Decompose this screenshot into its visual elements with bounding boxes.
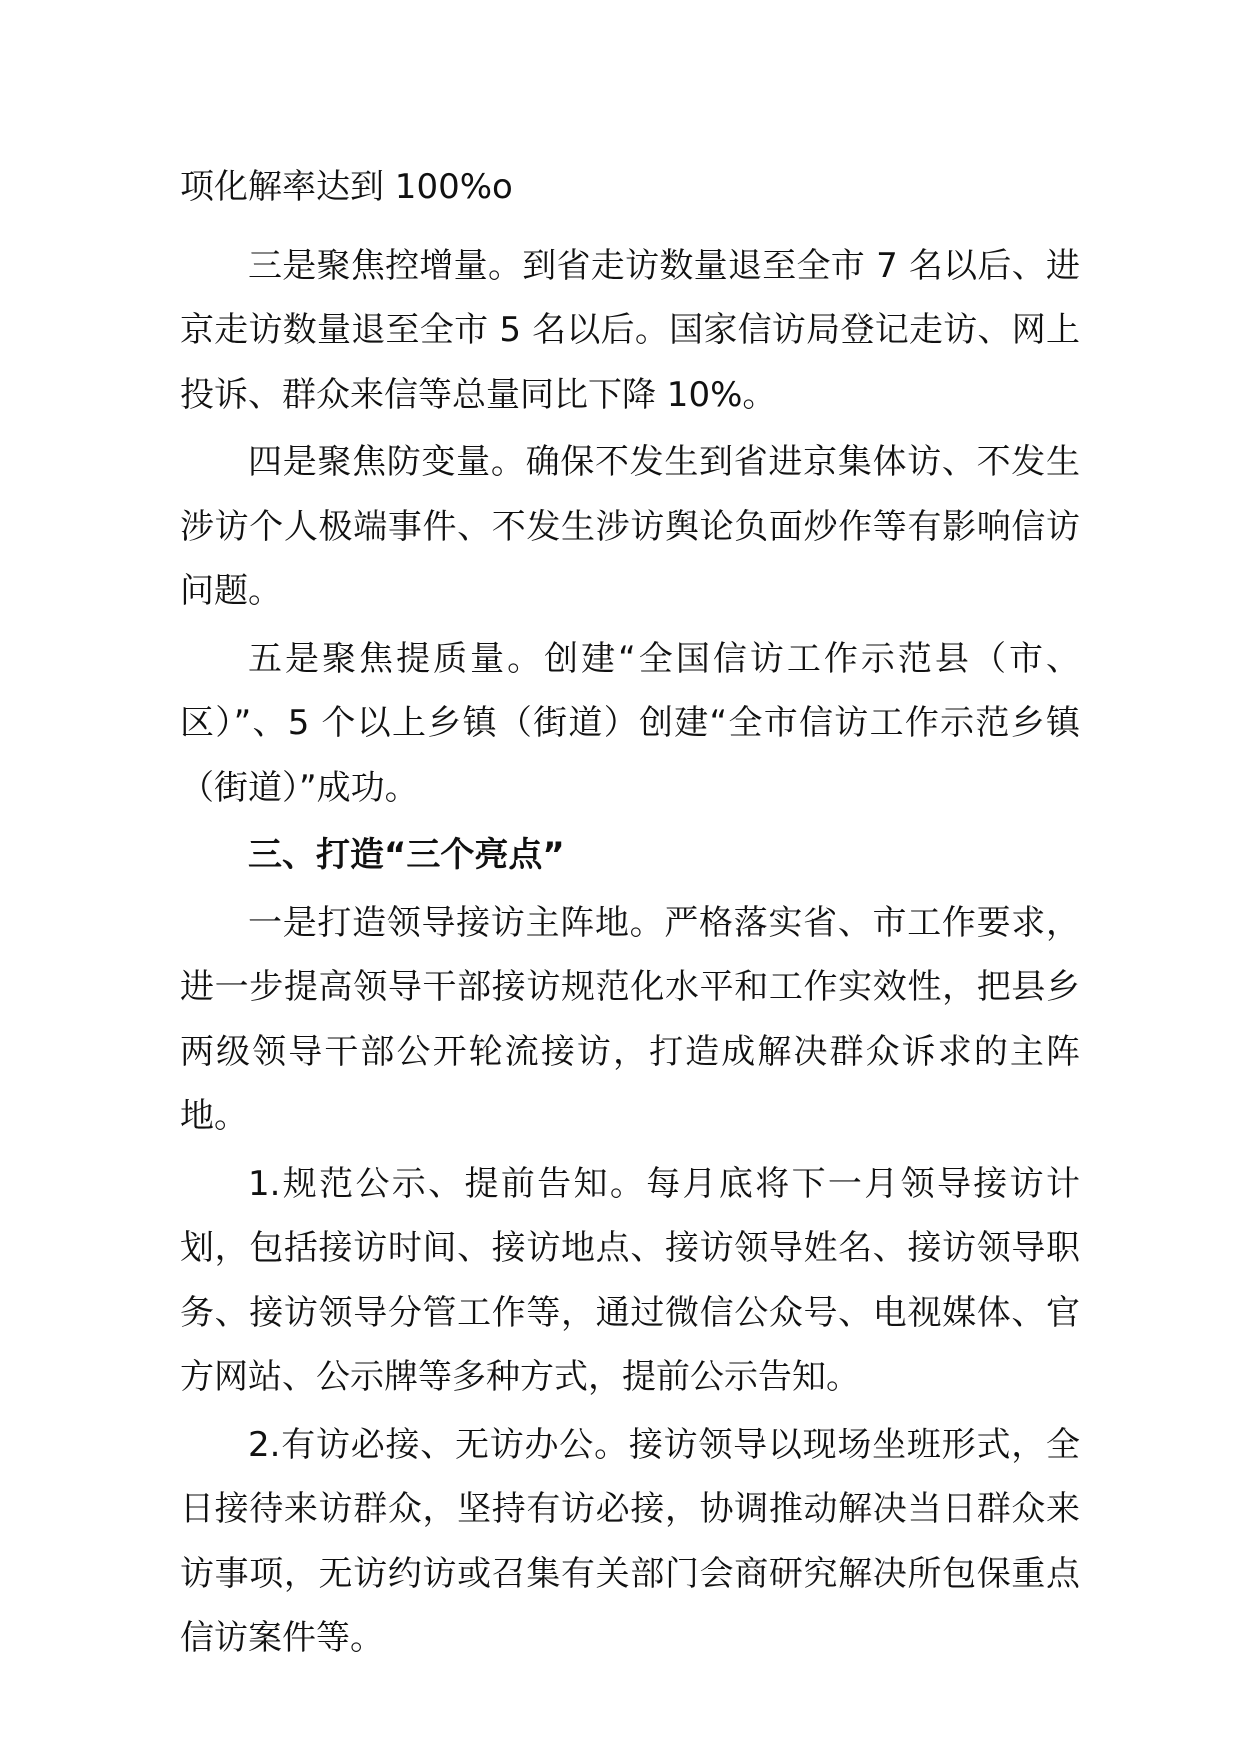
section-heading: 三、打造“三个亮点” (248, 835, 565, 875)
document-page (180, 155, 1080, 1671)
paragraph-improve-quality: 五是聚焦提质量。创建“全国信访工作示范县（市、区）”、5 个以上乡镇（街道）创建“全市信访工作示范乡镇（街道）”成功。 (180, 638, 1080, 808)
paragraph-item-1: 1.规范公示、提前告知。每月底将下一月领导接访计划，包括接访时间、接访地点、接访领导姓名、接访领导职务、接访领导分管工作等，通过微信公众号、电视媒体、官方网站、公示牌等多种方式，提前公示告知。 (180, 1163, 1080, 1397)
paragraph-control-increment: 三是聚焦控增量。到省走访数量退至全市 7 名以后、进京走访数量退至全市 5 名以后。国家信访局登记走访、网上投诉、群众来信等总量同比下降 10%。 (180, 245, 1080, 415)
paragraph-continuation: 项化解率达到 100%o (180, 167, 513, 207)
paragraph-prevent-change: 四是聚焦防变量。确保不发生到省进京集体访、不发生涉访个人极端事件、不发生涉访舆论负面炒作等有影响信访问题。 (180, 442, 1080, 611)
paragraph-leader-reception: 一是打造领导接访主阵地。严格落实省、市工作要求，进一步提高领导干部接访规范化水平和工作实效性，把县乡两级领导干部公开轮流接访，打造成解决群众诉求的主阵地。 (180, 902, 1080, 1136)
paragraph-item-2: 2.有访必接、无访办公。接访领导以现场坐班形式，全日接待来访群众，坚持有访必接，协调推动解决当日群众来访事项，无访约访或召集有关部门会商研究解决所包保重点信访案件等。 (180, 1424, 1080, 1658)
